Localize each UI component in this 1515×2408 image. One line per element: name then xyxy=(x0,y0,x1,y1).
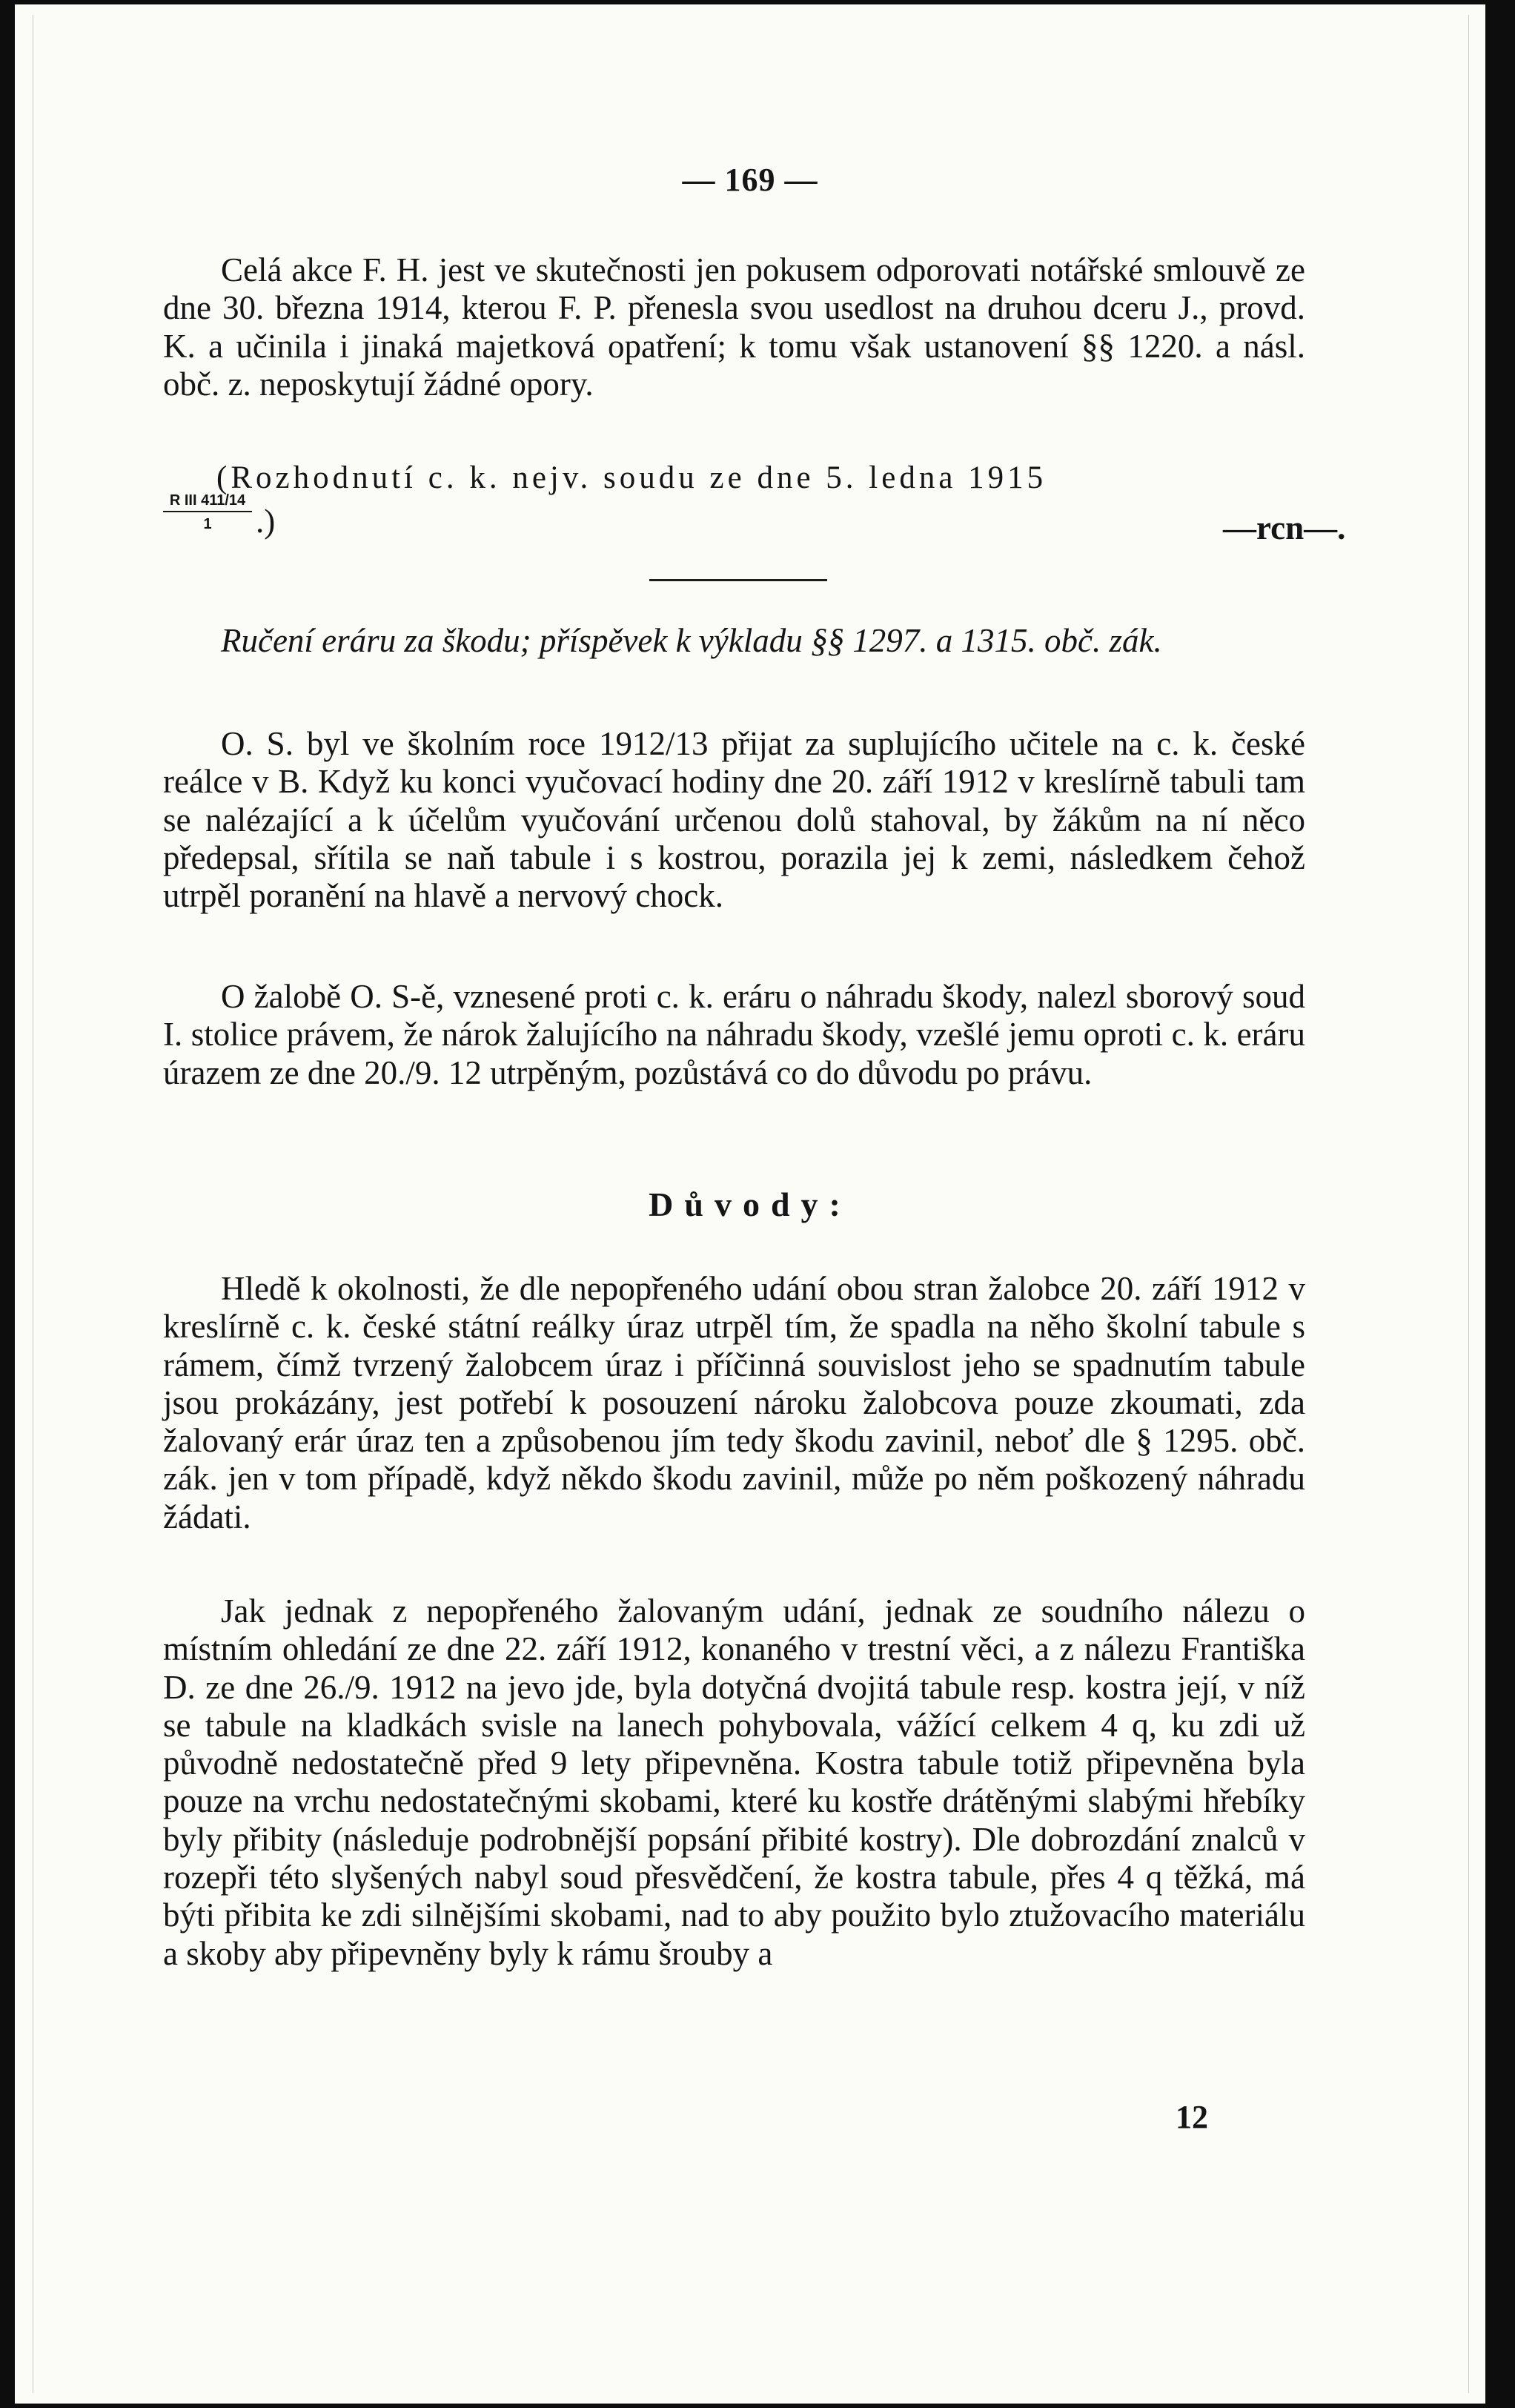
facts-paragraph: O. S. byl ve školním roce 1912/13 přijat za suplujícího učitele na c. k. české reálce v B. Když ku konci vyučovací hodiny dne 20. září 1912 v kreslírně tabuli tam se nalézající a k účelům vyučování určenou dolů stahoval, by žákům na ní něco předepsal, sřítila se naň tabule i s kostrou, porazila jej k zemi, následkem čehož utrpěl poranění na hlavě a nervový chock. xyxy=(163,725,1305,915)
document-page xyxy=(15,4,1485,2404)
decision-citation: (Rozhodnutí c. k. nejv. soudu ze dne 5. ledna 1915 xyxy=(216,460,1047,495)
page-number-header: — 169 — xyxy=(682,162,818,198)
ruling-paragraph: O žalobě O. S-ě, vznesené proti c. k. eráru o náhradu škody, nalezl sborový soud I. stolice právem, že nárok žalujícího na náhradu škody, vzešlé jemu oproti c. k. eráru úrazem ze dne 20./9. 12 utrpěným, pozůstává co do důvodu po právu. xyxy=(163,978,1305,1091)
reasoning-paragraph-1: Hledě k okolnosti, že dle nepopřeného udání obou stran žalobce 20. září 1912 v kreslírně c. k. české státní reálky úraz utrpěl tím, že spadla na něho školní tabule s rámem, čímž tvrzený žalobcem úraz i příčinná souvislost jeho se spadnutím tabule jsou prokázány, jest potřebí k posouzení nároku žalobcova pouze zkoumati, zda žalovaný erár úraz ten a způsobenou jím tedy škodu zavinil, neboť dle § 1295. obč. zák. jen v tom případě, když někdo škodu zavinil, může po něm poškozený náhradu žádati. xyxy=(163,1270,1305,1535)
footer-page-number: 12 xyxy=(1176,2099,1208,2135)
subject-line: Ručení eráru za škodu; příspěvek k výkladu §§ 1297. a 1315. obč. zák. xyxy=(221,622,1162,659)
citation-closing: .) xyxy=(256,503,276,540)
reasoning-paragraph-2: Jak jednak z nepopřeného žalovaným udání, jednak ze soudního nálezu o místním ohledání ze dne 22. září 1912, konaného v trestní věci, a z nálezu Františka D. ze dne 26./9. 1912 na jevo jde, byla dotyčná dvojitá tabule resp. kostra její, v níž se tabule na kladkách svisle na lanech pohybovala, vážící celkem 4 q, ku zdi už původně nedostatečně před 9 lety připevněna. Kostra tabule totiž připevněna byla pouze na vrchu nedostatečnými skobami, které ku kostře drátěnými slabými hřebíky byly přibity (následuje podrobnější popsání přibité kostry). Dle dobrozdání znalců v rozepři této slyšených nabyl soud přesvědčení, že kostra tabule, přes 4 q těžká, má býti přibita ke zdi silnějšími skobami, nad to aby použito bylo ztužovacího materiálu a skoby aby připevněny byly k rámu šrouby a xyxy=(163,1592,1305,1972)
case-reference-number: R III 411/14 xyxy=(163,492,252,512)
section-separator xyxy=(649,579,827,581)
reasons-heading: Důvody: xyxy=(649,1185,852,1223)
intro-paragraph: Celá akce F. H. jest ve skutečnosti jen pokusem odporovati notářské smlouvě ze dne 30. března 1914, kterou F. P. přenesla svou usedlost na druhou dceru J., provd. K. a učinila i jinaká majetková opatření; k tomu však ustanovení §§ 1220. a násl. obč. z. neposkytují žádné opory. xyxy=(163,251,1305,403)
author-signature: —rcn—. xyxy=(1223,509,1346,546)
case-reference xyxy=(163,492,252,533)
case-reference-denominator: 1 xyxy=(203,516,212,532)
